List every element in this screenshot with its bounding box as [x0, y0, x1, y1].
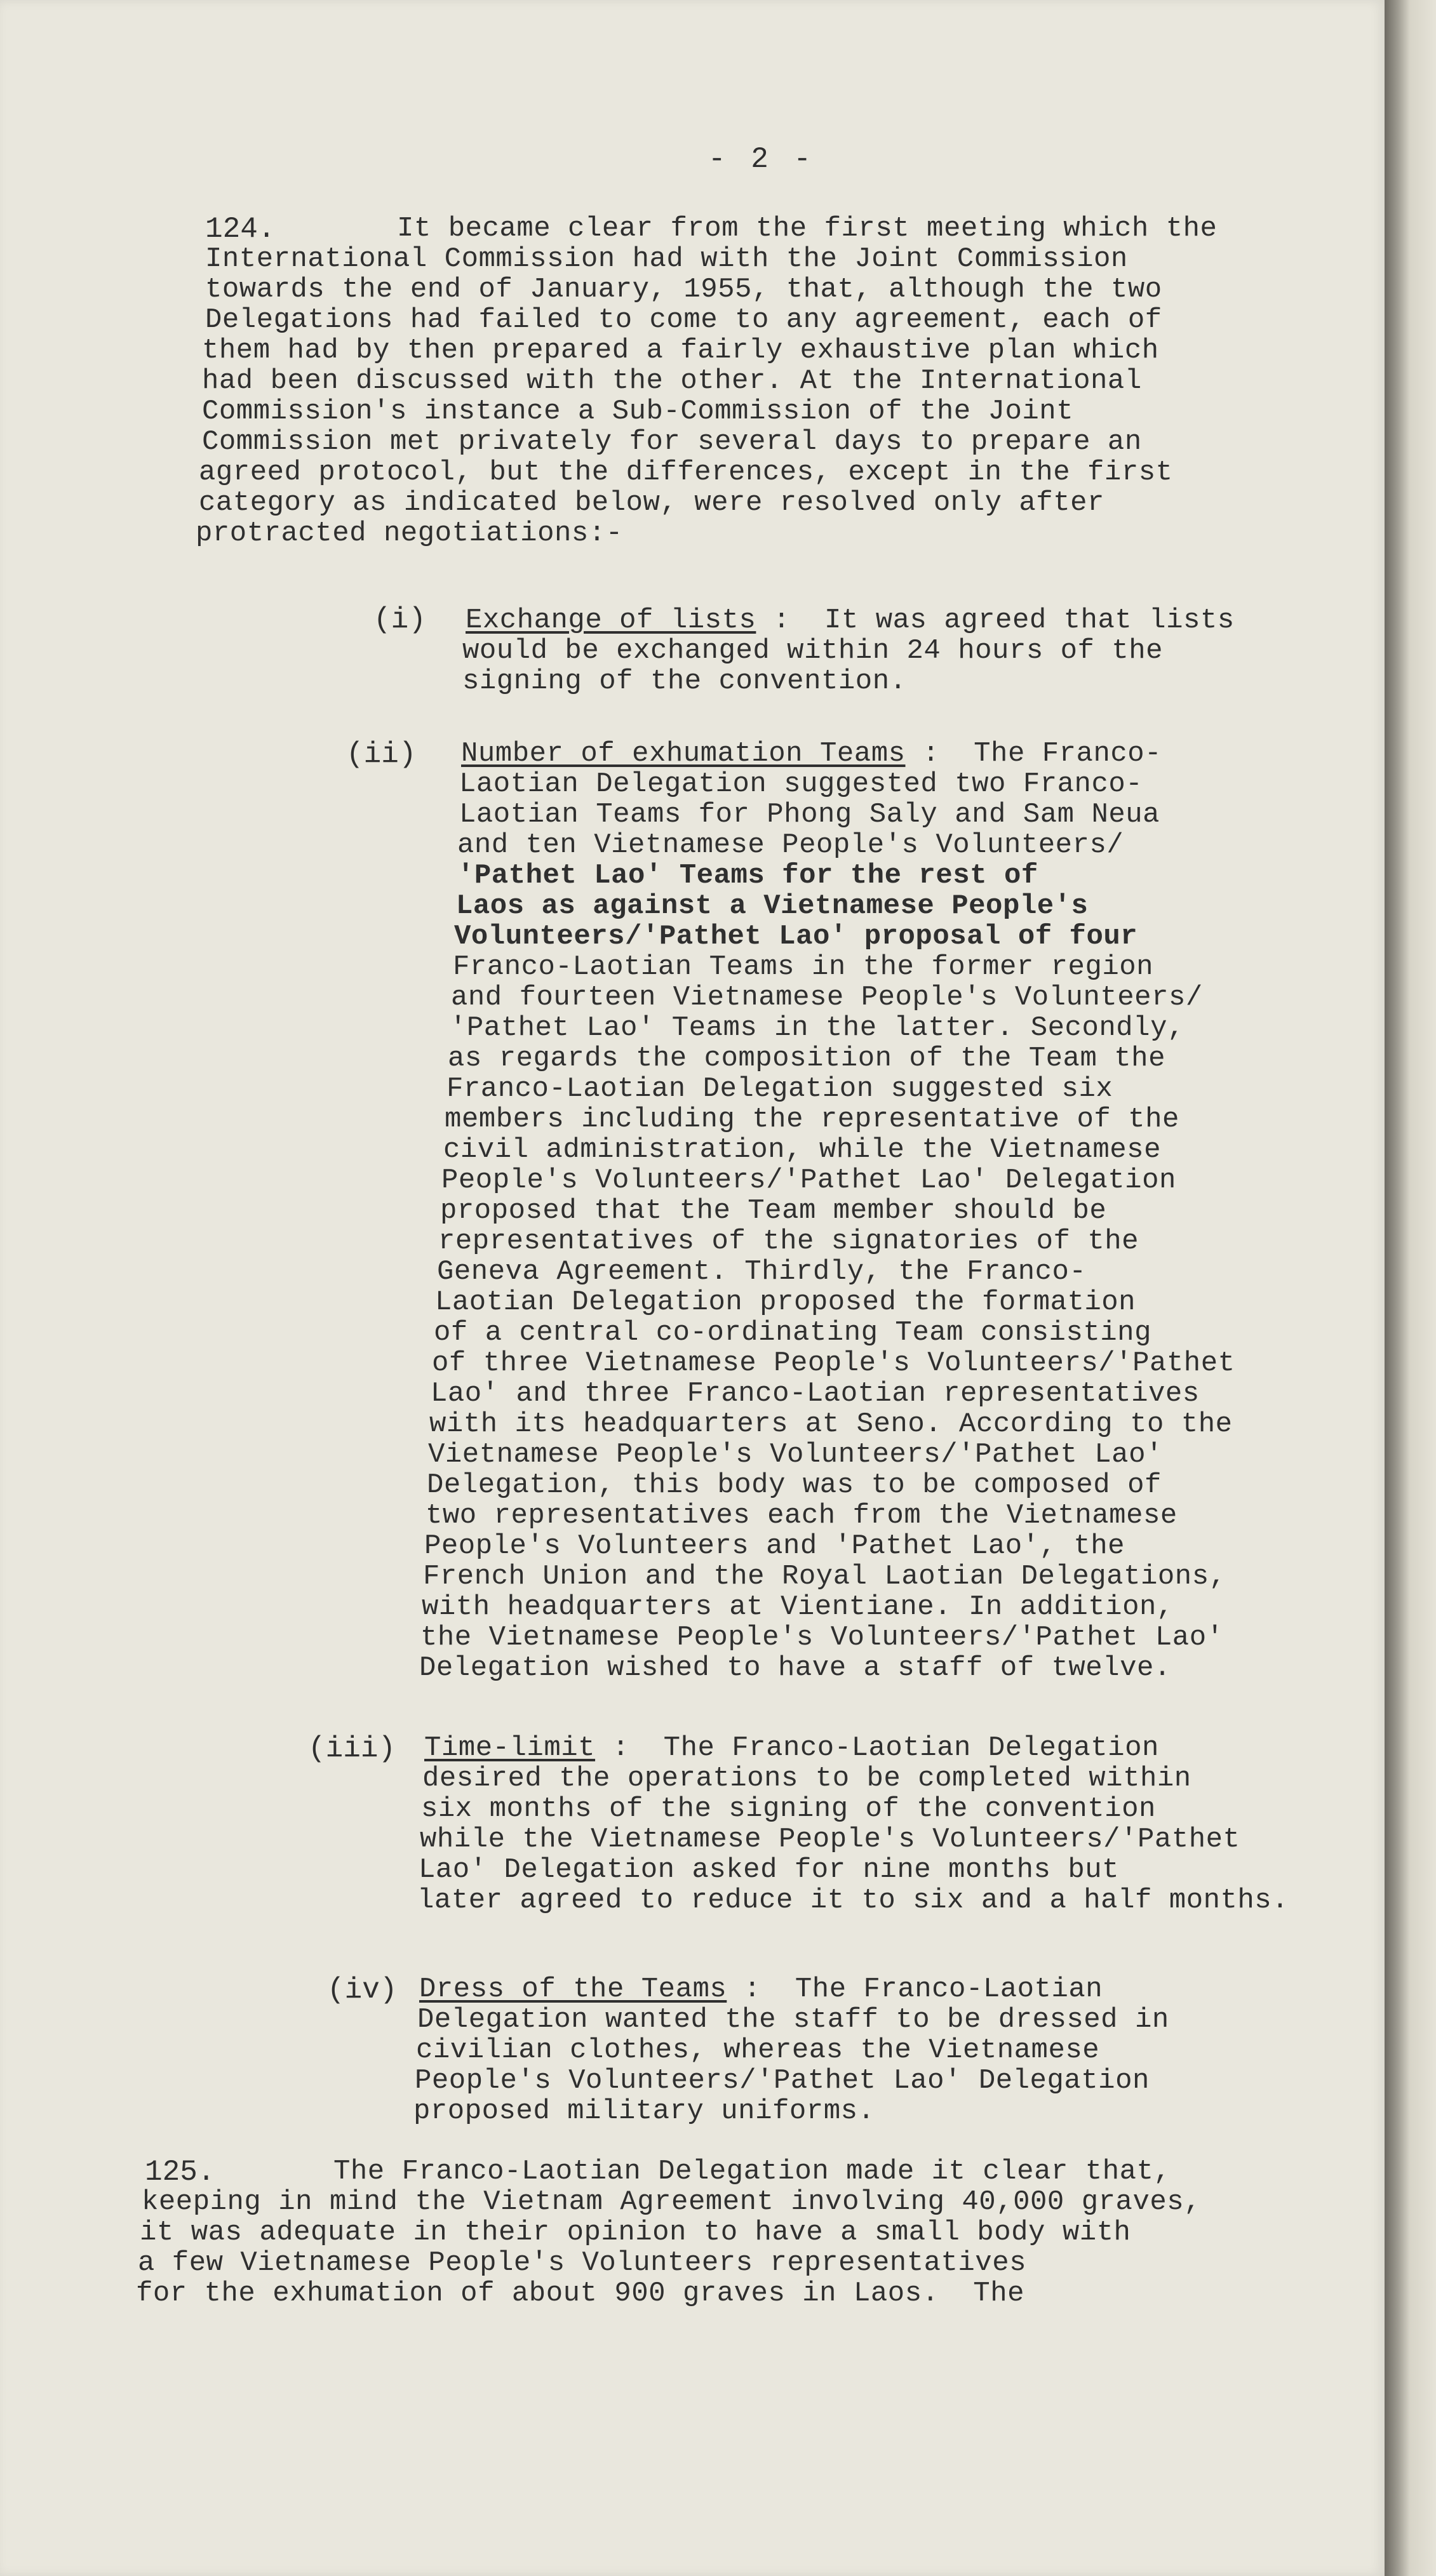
item-ii-line: Lao' and three Franco-Laotian representatives [431, 1378, 1200, 1410]
item-ii-line: Laotian Teams for Phong Saly and Sam Neua [459, 799, 1160, 831]
para125-line: it was adequate in their opinion to have a small body with [140, 2217, 1131, 2248]
item-ii-heading: Number of exhumation Teams [461, 738, 906, 770]
item-ii-line: representatives of the signatories of the [438, 1225, 1139, 1257]
item-label-i: (i) [373, 603, 426, 636]
item-ii-line: People's Volunteers and 'Pathet Lao', the [424, 1530, 1125, 1562]
item-label-ii: (ii) [346, 738, 417, 771]
para124-line: category as indicated below, were resolved only after [199, 487, 1104, 519]
item-ii-line: 'Pathet Lao' Teams in the latter. Secondly, [450, 1012, 1184, 1044]
item-i-heading: Exchange of lists [466, 604, 756, 636]
item-label-iii: (iii) [308, 1732, 396, 1765]
item-i-first-line: Exchange of lists : It was agreed that lists [466, 604, 1235, 636]
item-ii-line: Geneva Agreement. Thirdly, the Franco- [437, 1256, 1087, 1288]
item-ii-line: and fourteen Vietnamese People's Volunteers/ [451, 982, 1203, 1013]
item-ii-line: Volunteers/'Pathet Lao' proposal of four [454, 921, 1138, 952]
item-iv-line: proposed military uniforms. [413, 2095, 875, 2127]
item-ii-line: Vietnamese People's Volunteers/'Pathet Lao' [428, 1439, 1163, 1471]
item-iii-line: Lao' Delegation asked for nine months but [419, 1854, 1120, 1886]
item-ii-line: Laos as against a Vietnamese People's [456, 890, 1089, 922]
item-ii-line: Delegation wished to have a staff of twelve. [419, 1652, 1171, 1684]
item-iii-heading: Time-limit [424, 1732, 596, 1764]
item-ii-line: the Vietnamese People's Volunteers/'Pathet Lao' [420, 1622, 1224, 1653]
item-iv-line: civilian clothes, whereas the Vietnamese [416, 2034, 1100, 2066]
para125-line: keeping in mind the Vietnam Agreement involving 40,000 graves, [142, 2186, 1202, 2218]
next-page-edge [1385, 0, 1436, 2576]
item-i-line: would be exchanged within 24 hours of the [462, 635, 1164, 667]
para124-line: them had by then prepared a fairly exhaustive plan which [202, 335, 1159, 366]
item-ii-line: and ten Vietnamese People's Volunteers/ [457, 829, 1124, 861]
paragraph-number-125: 125. [145, 2156, 215, 2189]
item-ii-line: Delegation, this body was to be composed of [427, 1469, 1162, 1501]
item-ii-line: with its headquarters at Seno. According to the [429, 1408, 1233, 1440]
para124-line: towards the end of January, 1955, that, although the two [205, 274, 1162, 305]
item-ii-line: with headquarters at Vientiane. In addition, [422, 1591, 1174, 1623]
item-iii-line: six months of the signing of the convention [421, 1793, 1156, 1825]
item-ii-line: 'Pathet Lao' Teams for the rest of [457, 860, 1038, 891]
item-iv-line: People's Volunteers/'Pathet Lao' Delegation [415, 2065, 1150, 2097]
para124-line: protracted negotiations:- [196, 517, 623, 549]
item-ii-line: members including the representative of the [445, 1104, 1179, 1135]
item-ii-line: of three Vietnamese People's Volunteers/'Pathet [432, 1347, 1235, 1379]
para124-line: had been discussed with the other. At the International [202, 365, 1142, 397]
item-ii-line: French Union and the Royal Laotian Delegations, [423, 1561, 1226, 1592]
paragraph-number-124: 124. [205, 213, 276, 246]
item-ii-line: Franco-Laotian Teams in the former region [453, 951, 1154, 983]
item-iii-line: while the Vietnamese People's Volunteers/'Pathet [420, 1824, 1240, 1855]
item-iv-first-line: Dress of the Teams : The Franco-Laotian [419, 1973, 1103, 2005]
item-iv-heading: Dress of the Teams [419, 1973, 727, 2005]
para124-line: Delegations had failed to come to any agreement, each of [205, 304, 1162, 336]
item-ii-line: proposed that the Team member should be [440, 1195, 1107, 1227]
item-ii-line: civil administration, while the Vietnamese [443, 1134, 1161, 1166]
item-i-line: signing of the convention. [462, 665, 907, 697]
para125-line: a few Vietnamese People's Volunteers representatives [138, 2247, 1027, 2279]
para124-line: International Commission had with the Joint Commission [205, 243, 1128, 275]
para124-line: Commission's instance a Sub-Commission of the Joint [202, 396, 1074, 427]
item-ii-line: Laotian Delegation suggested two Franco- [459, 768, 1143, 800]
para124-line: Commission met privately for several days to prepare an [202, 426, 1142, 458]
item-ii-line: as regards the composition of the Team the [448, 1043, 1165, 1074]
item-iii-line: later agreed to reduce it to six and a half months. [417, 1885, 1289, 1916]
item-ii-line: two representatives each from the Vietnamese [426, 1500, 1178, 1532]
item-iii-first-line: Time-limit : The Franco-Laotian Delegation [424, 1732, 1159, 1764]
item-ii-line: Laotian Delegation proposed the formation [435, 1286, 1136, 1318]
item-ii-line: of a central co-ordinating Team consisting [434, 1317, 1151, 1349]
para124-line: agreed protocol, but the differences, except in the first [199, 457, 1173, 488]
para124-line: It became clear from the first meeting which the [397, 213, 1218, 244]
item-ii-line: People's Volunteers/'Pathet Lao' Delegation [441, 1165, 1176, 1196]
para125-line: The Franco-Laotian Delegation made it clear that, [333, 2156, 1171, 2187]
item-ii-first-line: Number of exhumation Teams : The Franco- [461, 738, 1162, 770]
item-iv-line: Delegation wanted the staff to be dressed in [417, 2004, 1169, 2036]
para125-line: for the exhumation of about 900 graves in Laos. The [136, 2278, 1025, 2309]
item-ii-line: Franco-Laotian Delegation suggested six [446, 1073, 1113, 1105]
page-number: - 2 - [708, 143, 815, 176]
item-iii-line: desired the operations to be completed within [422, 1763, 1191, 1794]
item-label-iv: (iv) [327, 1973, 398, 2006]
